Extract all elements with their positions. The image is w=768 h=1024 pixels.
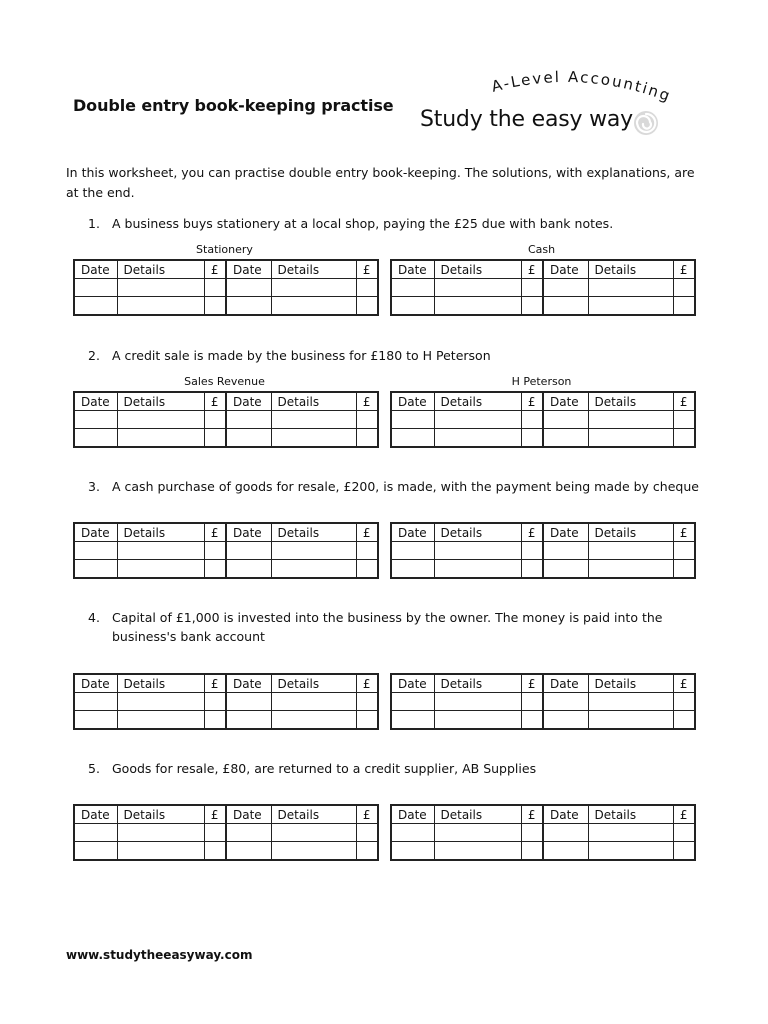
ledger-cell-date-debit[interactable]	[74, 279, 117, 297]
ledger-cell-amount-credit[interactable]	[673, 824, 695, 842]
ledger-cell-date-credit[interactable]	[226, 693, 271, 711]
ledger-cell-details-debit[interactable]	[434, 560, 521, 579]
swirl-icon	[633, 110, 659, 136]
ledger-cell-date-credit[interactable]	[226, 279, 271, 297]
ledger-cell-date-credit[interactable]	[543, 297, 588, 316]
ledger-cell-amount-debit[interactable]	[521, 824, 543, 842]
ledger-cell-details-debit[interactable]	[434, 279, 521, 297]
ledger-cell-amount-credit[interactable]	[673, 297, 695, 316]
ledger-cell-amount-debit[interactable]	[521, 711, 543, 730]
ledger-col-date-debit: Date	[391, 805, 434, 824]
ledger-cell-amount-debit[interactable]	[204, 429, 226, 448]
ledger-cell-amount-debit[interactable]	[204, 693, 226, 711]
ledger-cell-details-credit[interactable]	[588, 411, 673, 429]
ledger-cell-amount-credit[interactable]	[356, 560, 378, 579]
ledger-col-amount-credit: £	[673, 805, 695, 824]
question-1	[88, 214, 708, 233]
ledger-col-details-debit: Details	[117, 260, 204, 279]
ledger-col-amount-credit: £	[356, 392, 378, 411]
ledger-entry-row	[391, 842, 695, 861]
ledger-col-details-debit: Details	[117, 805, 204, 824]
ledger-entry-row	[391, 560, 695, 579]
ledger-cell-amount-credit[interactable]	[356, 411, 378, 429]
ledger-entry-row	[391, 693, 695, 711]
ledger-header-row	[391, 805, 695, 824]
ledger-cell-details-credit[interactable]	[588, 842, 673, 861]
ledger-cell-date-debit[interactable]	[74, 429, 117, 448]
ledger-col-amount-debit: £	[204, 260, 226, 279]
ledger-col-amount-debit: £	[521, 523, 543, 542]
ledger-cell-date-debit[interactable]	[391, 560, 434, 579]
ledger-cell-details-debit[interactable]	[117, 542, 204, 560]
ledger-entry-row	[74, 560, 378, 579]
ledger-col-amount-credit: £	[356, 674, 378, 693]
ledger-col-date-credit: Date	[543, 392, 588, 411]
ledger-cell-amount-credit[interactable]	[673, 693, 695, 711]
logo-main-text: Study the easy way	[420, 107, 633, 132]
ledger-cell-amount-debit[interactable]	[521, 560, 543, 579]
ledger-cell-details-credit[interactable]	[271, 279, 356, 297]
ledger-cell-details-credit[interactable]	[588, 279, 673, 297]
ledger-cell-details-credit[interactable]	[271, 542, 356, 560]
ledger-cell-date-debit[interactable]	[391, 429, 434, 448]
question-2	[88, 346, 708, 365]
ledger-col-details-credit: Details	[588, 523, 673, 542]
intro-text: In this worksheet, you can practise double entry book-keeping. The solutions, with explanations, are at the end.	[66, 165, 695, 200]
ledger-col-amount-credit: £	[673, 523, 695, 542]
ledger-cell-amount-credit[interactable]	[356, 824, 378, 842]
ledger-col-details-credit: Details	[588, 674, 673, 693]
ledger-cell-amount-debit[interactable]	[204, 711, 226, 730]
ledger-cell-details-debit[interactable]	[117, 411, 204, 429]
ledger-cell-amount-credit[interactable]	[356, 429, 378, 448]
ledger-col-details-debit: Details	[434, 392, 521, 411]
ledger-table-left	[73, 391, 379, 448]
ledger-cell-amount-credit[interactable]	[673, 411, 695, 429]
ledger-col-date-debit: Date	[391, 260, 434, 279]
ledger-cell-date-debit[interactable]	[74, 411, 117, 429]
ledger-cell-amount-credit[interactable]	[356, 542, 378, 560]
ledger-cell-amount-credit[interactable]	[356, 842, 378, 861]
ledger-entry-row	[74, 279, 378, 297]
ledger-cell-date-credit[interactable]	[226, 297, 271, 316]
ledger-table-right	[390, 804, 696, 861]
ledger-cell-details-debit[interactable]	[117, 824, 204, 842]
ledger-col-date-debit: Date	[74, 392, 117, 411]
ledger-col-amount-debit: £	[204, 392, 226, 411]
ledger-col-amount-credit: £	[356, 260, 378, 279]
ledger-entry-row	[391, 824, 695, 842]
ledger-col-amount-credit: £	[356, 805, 378, 824]
ledger-table-left	[73, 259, 379, 316]
ledger-entry-row	[74, 411, 378, 429]
ledger-cell-details-credit[interactable]	[588, 542, 673, 560]
ledger-col-amount-credit: £	[356, 523, 378, 542]
ledger-cell-date-debit[interactable]	[391, 824, 434, 842]
ledger-cell-details-debit[interactable]	[117, 429, 204, 448]
ledger-cell-date-debit[interactable]	[391, 693, 434, 711]
ledger-cell-details-credit[interactable]	[271, 411, 356, 429]
ledger-cell-date-debit[interactable]	[74, 842, 117, 861]
ledger-col-date-debit: Date	[74, 674, 117, 693]
ledger-col-date-credit: Date	[543, 260, 588, 279]
ledger-col-details-debit: Details	[117, 523, 204, 542]
ledger-col-date-debit: Date	[391, 392, 434, 411]
ledger-cell-amount-debit[interactable]	[521, 297, 543, 316]
ledger-col-details-debit: Details	[117, 392, 204, 411]
ledger-cell-details-debit[interactable]	[117, 842, 204, 861]
logo	[415, 62, 715, 142]
ledger-col-amount-debit: £	[204, 674, 226, 693]
ledger-cell-date-credit[interactable]	[226, 842, 271, 861]
ledger-col-amount-debit: £	[204, 523, 226, 542]
ledger-cell-amount-debit[interactable]	[204, 560, 226, 579]
ledger-col-date-credit: Date	[226, 260, 271, 279]
ledger-cell-amount-credit[interactable]	[673, 542, 695, 560]
ledger-cell-amount-debit[interactable]	[204, 279, 226, 297]
ledger-entry-row	[391, 411, 695, 429]
ledger-cell-amount-debit[interactable]	[521, 693, 543, 711]
ledger-col-date-debit: Date	[391, 523, 434, 542]
ledger-header-row	[74, 674, 378, 693]
ledger-cell-date-debit[interactable]	[74, 824, 117, 842]
ledger-cell-amount-credit[interactable]	[673, 842, 695, 861]
ledger-cell-details-credit[interactable]	[271, 297, 356, 316]
ledger-cell-date-credit[interactable]	[226, 560, 271, 579]
footer-url[interactable]: www.studytheeasyway.com	[66, 948, 253, 962]
ledger-cell-date-credit[interactable]	[543, 560, 588, 579]
ledger-entry-row	[391, 297, 695, 316]
ledger-cell-details-debit[interactable]	[117, 297, 204, 316]
question-number: 3.	[88, 479, 100, 494]
ledger-cell-details-credit[interactable]	[271, 429, 356, 448]
ledger-cell-details-debit[interactable]	[434, 693, 521, 711]
ledger-cell-details-credit[interactable]	[588, 711, 673, 730]
ledger-entry-row	[74, 842, 378, 861]
ledger-cell-date-credit[interactable]	[226, 429, 271, 448]
ledger-col-date-credit: Date	[543, 805, 588, 824]
ledger-cell-details-debit[interactable]	[434, 429, 521, 448]
ledger-cell-date-debit[interactable]	[391, 542, 434, 560]
ledger-cell-details-debit[interactable]	[117, 711, 204, 730]
ledger-col-date-credit: Date	[226, 805, 271, 824]
question-4	[88, 608, 708, 646]
question-5	[88, 759, 708, 778]
ledger-cell-date-credit[interactable]	[226, 411, 271, 429]
ledger-header-row	[74, 523, 378, 542]
ledger-cell-details-credit[interactable]	[588, 693, 673, 711]
ledger-cell-details-credit[interactable]	[271, 560, 356, 579]
ledger-cell-details-debit[interactable]	[434, 711, 521, 730]
ledger-entry-row	[74, 693, 378, 711]
ledger-col-date-credit: Date	[226, 523, 271, 542]
account-name-right: H Peterson	[511, 375, 572, 388]
ledger-cell-amount-debit[interactable]	[204, 297, 226, 316]
ledger-cell-amount-credit[interactable]	[673, 711, 695, 730]
ledger-col-details-debit: Details	[434, 260, 521, 279]
ledger-col-details-credit: Details	[271, 523, 356, 542]
ledger-cell-details-debit[interactable]	[434, 824, 521, 842]
ledger-col-details-credit: Details	[271, 674, 356, 693]
ledger-table-right	[390, 673, 696, 730]
ledger-col-date-credit: Date	[543, 674, 588, 693]
ledger-header-row	[391, 260, 695, 279]
ledger-col-date-debit: Date	[391, 674, 434, 693]
ledger-cell-amount-debit[interactable]	[521, 542, 543, 560]
ledger-cell-date-credit[interactable]	[543, 542, 588, 560]
ledger-col-details-credit: Details	[588, 805, 673, 824]
ledger-cell-amount-debit[interactable]	[521, 411, 543, 429]
ledger-cell-date-credit[interactable]	[226, 711, 271, 730]
ledger-col-details-credit: Details	[588, 392, 673, 411]
ledger-col-amount-debit: £	[521, 674, 543, 693]
question-text: Goods for resale, £80, are returned to a credit supplier, AB Supplies	[112, 761, 537, 776]
ledger-entry-row	[74, 824, 378, 842]
ledger-cell-date-debit[interactable]	[391, 297, 434, 316]
ledger-cell-amount-credit[interactable]	[356, 693, 378, 711]
ledger-table-left	[73, 804, 379, 861]
ledger-cell-date-debit[interactable]	[74, 297, 117, 316]
ledger-entry-row	[391, 711, 695, 730]
ledger-cell-date-credit[interactable]	[543, 693, 588, 711]
ledger-cell-amount-credit[interactable]	[356, 279, 378, 297]
ledger-col-details-credit: Details	[271, 260, 356, 279]
ledger-col-details-credit: Details	[271, 392, 356, 411]
ledger-cell-date-debit[interactable]	[74, 560, 117, 579]
ledger-cell-details-debit[interactable]	[434, 297, 521, 316]
ledger-cell-details-debit[interactable]	[117, 560, 204, 579]
ledger-cell-details-credit[interactable]	[588, 297, 673, 316]
ledger-cell-date-credit[interactable]	[543, 429, 588, 448]
ledger-cell-details-credit[interactable]	[588, 429, 673, 448]
ledger-cell-details-credit[interactable]	[588, 824, 673, 842]
ledger-col-amount-debit: £	[204, 805, 226, 824]
ledger-col-amount-credit: £	[673, 392, 695, 411]
ledger-entry-row	[74, 297, 378, 316]
ledger-col-date-debit: Date	[74, 260, 117, 279]
question-text: A business buys stationery at a local shop, paying the £25 due with bank notes.	[112, 216, 614, 231]
account-name-left: Stationery	[196, 243, 253, 256]
ledger-cell-amount-debit[interactable]	[521, 429, 543, 448]
ledger-cell-date-debit[interactable]	[391, 842, 434, 861]
ledger-cell-date-credit[interactable]	[543, 411, 588, 429]
ledger-cell-details-debit[interactable]	[117, 279, 204, 297]
ledger-col-amount-credit: £	[673, 260, 695, 279]
ledger-col-date-credit: Date	[226, 392, 271, 411]
account-name-left: Sales Revenue	[184, 375, 265, 388]
ledger-cell-date-credit[interactable]	[543, 824, 588, 842]
ledger-col-details-debit: Details	[434, 805, 521, 824]
ledger-cell-amount-debit[interactable]	[521, 279, 543, 297]
ledger-col-date-credit: Date	[543, 523, 588, 542]
ledger-col-amount-debit: £	[521, 392, 543, 411]
ledger-cell-details-credit[interactable]	[271, 711, 356, 730]
ledger-cell-date-credit[interactable]	[543, 711, 588, 730]
ledger-header-row	[74, 392, 378, 411]
ledger-table-right	[390, 391, 696, 448]
ledger-cell-amount-debit[interactable]	[204, 842, 226, 861]
ledger-col-details-debit: Details	[434, 674, 521, 693]
ledger-cell-amount-debit[interactable]	[204, 824, 226, 842]
ledger-cell-amount-debit[interactable]	[204, 542, 226, 560]
question-number: 1.	[88, 216, 100, 231]
ledger-cell-date-debit[interactable]	[74, 693, 117, 711]
ledger-col-amount-debit: £	[521, 805, 543, 824]
question-number: 4.	[88, 610, 100, 625]
ledger-cell-date-debit[interactable]	[74, 711, 117, 730]
ledger-cell-details-debit[interactable]	[434, 842, 521, 861]
ledger-entry-row	[74, 542, 378, 560]
ledger-header-row	[391, 392, 695, 411]
ledger-col-details-credit: Details	[588, 260, 673, 279]
ledger-entry-row	[391, 279, 695, 297]
question-text: Capital of £1,000 is invested into the business by the owner. The money is paid into the business's bank account	[112, 610, 663, 644]
ledger-cell-amount-credit[interactable]	[356, 711, 378, 730]
ledger-table-left	[73, 522, 379, 579]
ledger-cell-date-credit[interactable]	[226, 824, 271, 842]
question-text: A cash purchase of goods for resale, £200, is made, with the payment being made by cheque	[112, 479, 699, 494]
page-title: Double entry book-keeping practise	[73, 96, 394, 115]
question-number: 5.	[88, 761, 100, 776]
ledger-entry-row	[74, 429, 378, 448]
question-number: 2.	[88, 348, 100, 363]
ledger-cell-details-credit[interactable]	[271, 842, 356, 861]
ledger-cell-date-debit[interactable]	[391, 279, 434, 297]
ledger-col-date-debit: Date	[74, 805, 117, 824]
ledger-col-details-credit: Details	[271, 805, 356, 824]
ledger-cell-amount-credit[interactable]	[673, 560, 695, 579]
ledger-col-amount-credit: £	[673, 674, 695, 693]
ledger-entry-row	[391, 542, 695, 560]
ledger-header-row	[74, 260, 378, 279]
ledger-col-amount-debit: £	[521, 260, 543, 279]
ledger-entry-row	[74, 711, 378, 730]
question-text: A credit sale is made by the business for £180 to H Peterson	[112, 348, 491, 363]
question-3	[88, 477, 708, 496]
ledger-table-left	[73, 673, 379, 730]
ledger-cell-date-credit[interactable]	[226, 542, 271, 560]
ledger-col-date-debit: Date	[74, 523, 117, 542]
ledger-cell-date-debit[interactable]	[74, 542, 117, 560]
ledger-table-right	[390, 522, 696, 579]
svg-text:A-Level Accounting: A-Level Accounting	[489, 67, 674, 106]
ledger-cell-details-debit[interactable]	[117, 693, 204, 711]
ledger-cell-amount-debit[interactable]	[521, 842, 543, 861]
ledger-col-date-credit: Date	[226, 674, 271, 693]
ledger-entry-row	[391, 429, 695, 448]
ledger-cell-date-credit[interactable]	[543, 842, 588, 861]
ledger-cell-details-credit[interactable]	[271, 824, 356, 842]
ledger-header-row	[74, 805, 378, 824]
ledger-cell-details-debit[interactable]	[434, 542, 521, 560]
ledger-col-details-debit: Details	[434, 523, 521, 542]
ledger-cell-details-credit[interactable]	[271, 693, 356, 711]
ledger-cell-details-credit[interactable]	[588, 560, 673, 579]
ledger-header-row	[391, 523, 695, 542]
ledger-cell-date-debit[interactable]	[391, 711, 434, 730]
account-name-right: Cash	[527, 243, 556, 256]
ledger-cell-amount-debit[interactable]	[204, 411, 226, 429]
ledger-cell-date-credit[interactable]	[543, 279, 588, 297]
ledger-cell-details-debit[interactable]	[434, 411, 521, 429]
ledger-header-row	[391, 674, 695, 693]
ledger-cell-date-debit[interactable]	[391, 411, 434, 429]
ledger-cell-amount-credit[interactable]	[356, 297, 378, 316]
ledger-table-right	[390, 259, 696, 316]
ledger-col-details-debit: Details	[117, 674, 204, 693]
ledger-cell-amount-credit[interactable]	[673, 279, 695, 297]
ledger-cell-amount-credit[interactable]	[673, 429, 695, 448]
